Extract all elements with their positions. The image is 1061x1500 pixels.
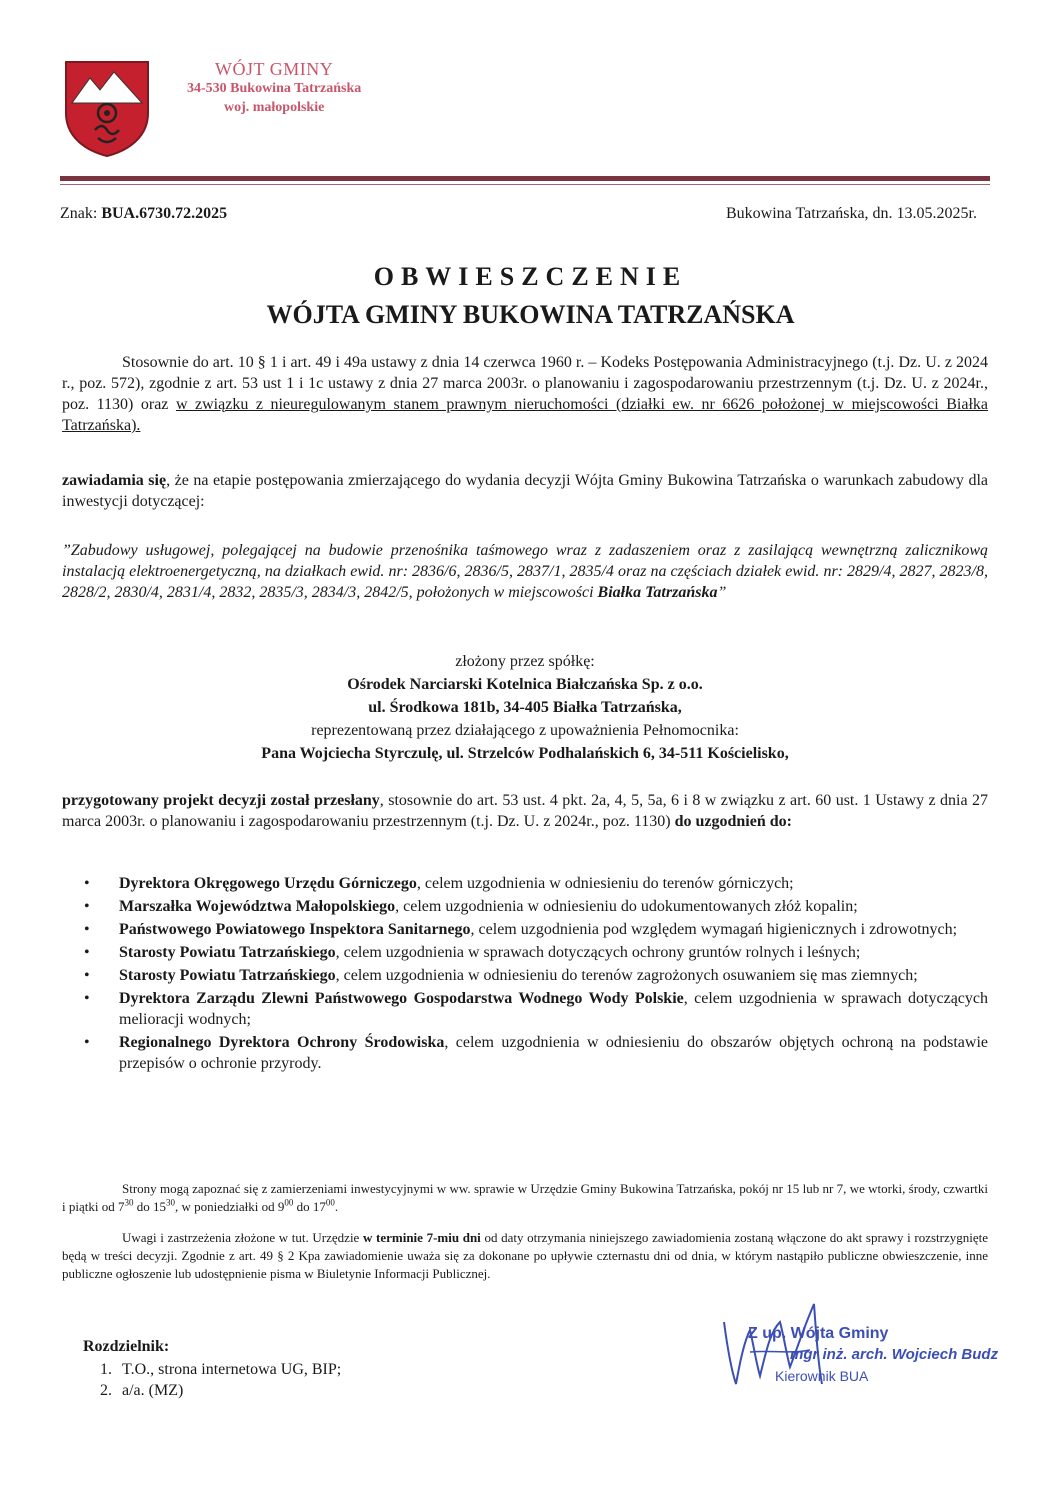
- time-minutes: 30: [165, 1197, 175, 1208]
- time-minutes: 30: [124, 1197, 134, 1208]
- document-subtitle: WÓJTA GMINY BUKOWINA TATRZAŃSKA: [266, 300, 795, 329]
- remarks-rest: od daty otrzymania niniejszego zawiadomienia zostaną włączone do akt sprawy i rozstrzygnięte będą w treści decyzji. Zgodnie z art. 49 § 2 Kpa zawiadomienie uważa się za dokonane po upływie czternastu dni od dnia, w którym nastąpiło publiczne obwieszczenie, inne publiczne ogłoszenie lub udostępnienie pisma w Biuletynie Informacji Publicznej.: [62, 1230, 988, 1281]
- list-item: [100, 1359, 341, 1380]
- recipient-name: Dyrektora Zarządu Zlewni Państwowego Gospodarstwa Wodnego Wody Polskie: [119, 990, 684, 1007]
- list-item: [62, 942, 988, 963]
- item-number: 1.: [100, 1361, 112, 1378]
- list-item: [62, 873, 988, 894]
- header-divider: [60, 176, 990, 181]
- distribution-title: Rozdzielnik:: [83, 1338, 170, 1355]
- notice-bold: zawiadamia się: [62, 472, 167, 489]
- inspection-note: [62, 1180, 988, 1216]
- recipient-list: [62, 873, 988, 1076]
- remarks-deadline: w terminie 7-miu dni: [362, 1230, 481, 1245]
- remarks-text: Uwagi i zastrzeżenia złożone w tut. Urzędzie: [122, 1230, 363, 1245]
- stamp-line-office: WÓJT GMINY: [215, 59, 334, 79]
- time-separator: do: [133, 1199, 153, 1214]
- recipient-purpose: , celem uzgodnienia w odniesieniu do udokumentowanych złóż kopalin;: [395, 898, 858, 915]
- reference-label: Znak:: [60, 205, 102, 222]
- time-hour: 9: [277, 1199, 285, 1214]
- intro-text: Stosownie do art. 10 § 1 i art. 49 i 49a ustawy z dnia 14 czerwca 1960 r. – Kodeks Postępowania Administracyjnego (t.j. Dz. U. z 2024 r., poz. 572), zgodnie z art. 53 ust 1 i 1c ustawy z dnia 27 marca 2003r. o planowaniu i zagospodarowaniu przestrzennym (t.j. Dz. U. z 2024r., poz. 1130) oraz: [62, 354, 988, 413]
- signature-name: mgr inż. arch. Wojciech Budz: [790, 1346, 999, 1363]
- bullet-icon: •: [84, 898, 90, 915]
- bullet-icon: •: [84, 967, 90, 984]
- signature-position: Kierownik BUA: [775, 1368, 869, 1384]
- distribution-list: [100, 1359, 341, 1401]
- intro-underlined-text: w związku z nieuregulowanym stanem prawnym nieruchomości (działki ew. nr 6626 położonej w miejscowości Białka Tatrzańska).: [62, 396, 988, 434]
- item-text: T.O., strona internetowa UG, BIP;: [122, 1361, 342, 1378]
- time-hour: 15: [152, 1199, 166, 1214]
- item-text: a/a. (MZ): [122, 1382, 184, 1399]
- investment-place: Białka Tatrzańska: [597, 584, 718, 601]
- recipient-name: Dyrektora Okręgowego Urzędu Górniczego: [119, 875, 417, 892]
- time-separator: , w poniedziałki od: [174, 1199, 278, 1214]
- inspection-note-text: Strony mogą zapoznać się z zamierzeniami inwestycyjnymi w ww. sprawie w Urzędzie Gminy Bukowina Tatrzańska, pokój nr 15 lub nr 7, we wtorki, środy, czwartki i piątki od: [62, 1181, 988, 1214]
- document-date: Bukowina Tatrzańska, dn. 13.05.2025r.: [726, 205, 977, 222]
- applicant-block: [62, 650, 988, 765]
- time-separator: do: [293, 1199, 313, 1214]
- recipient-name: Starosty Powiatu Tatrzańskiego: [119, 944, 336, 961]
- recipient-name: Regionalnego Dyrektora Ochrony Środowiska: [119, 1034, 445, 1051]
- applicant-representation: reprezentowaną przez działającego z upoważnienia Pełnomocnika:: [311, 722, 739, 739]
- stamp-line-address: 34-530 Bukowina Tatrzańska: [187, 81, 362, 96]
- recipient-purpose: , celem uzgodnienia w odniesieniu do obszarów objętych ochroną na podstawie przepisów o ochronie przyrody.: [119, 1034, 988, 1072]
- intro-paragraph: [62, 352, 988, 436]
- coat-of-arms-emblem: [62, 58, 152, 158]
- list-item: [62, 919, 988, 940]
- time-minutes: 00: [325, 1197, 335, 1208]
- signature-authority: Z up. Wójta Gminy: [748, 1325, 889, 1342]
- bullet-icon: •: [84, 921, 90, 938]
- reference-value: BUA.6730.72.2025: [101, 205, 228, 222]
- list-item: [100, 1380, 341, 1401]
- recipient-purpose: , celem uzgodnienia w odniesieniu do terenów górniczych;: [416, 875, 794, 892]
- bullet-icon: •: [84, 875, 90, 892]
- notice-text: , że na etapie postępowania zmierzającego do wydania decyzji Wójta Gminy Bukowina Tatrzańska o warunkach zabudowy dla inwestycji dotyczącej:: [62, 472, 988, 510]
- investment-text: ”Zabudowy usługowej, polegającej na budowie przenośnika taśmowego wraz z zadaszeniem oraz z zasilającą wewnętrzną zalicznikową instalacją elektroenergetyczną, na działkach ewid. nr: 2836/6, 2836/5, 2837/1, 2835/4 oraz na częściach działek ewid. nr: 2829/4, 2827, 2823/8, 2828/2, 2830/4, 2831/4, 2832, 2835/3, 2834/3, 2842/5, położonych w miejscowości: [62, 542, 988, 601]
- item-number: 2.: [100, 1382, 112, 1399]
- recipient-purpose: , celem uzgodnienia w sprawach dotyczących melioracji wodnych;: [119, 990, 989, 1028]
- bullet-icon: •: [84, 944, 90, 961]
- time-end: .: [334, 1199, 339, 1214]
- recipient-purpose: , celem uzgodnienia pod względem wymagań higienicznych i zdrowotnych;: [470, 921, 958, 938]
- list-item: [62, 1032, 988, 1074]
- stamp-line-voivodeship: woj. małopolskie: [223, 100, 325, 115]
- office-stamp: [187, 60, 361, 117]
- list-item: [62, 896, 988, 917]
- time-hour: 17: [312, 1199, 326, 1214]
- time-minutes: 00: [284, 1197, 294, 1208]
- recipient-purpose: , celem uzgodnienia w odniesieniu do terenów zagrożonych osuwaniem się mas ziemnych;: [335, 967, 918, 984]
- project-bold-end: do uzgodnień do:: [674, 813, 792, 830]
- document-title: OBWIESZCZENIE: [373, 262, 688, 291]
- recipient-name: Marszałka Województwa Małopolskiego: [119, 898, 396, 915]
- header-divider-thin: [60, 184, 990, 185]
- list-item: [62, 988, 988, 1030]
- applicant-intro: złożony przez spółkę:: [455, 653, 595, 670]
- applicant-proxy: Pana Wojciecha Styrczulę, ul. Strzelców Podhalańskich 6, 34-511 Kościelisko,: [261, 745, 789, 762]
- applicant-address: ul. Środkowa 181b, 34-405 Białka Tatrzańska,: [368, 699, 682, 716]
- investment-description: [62, 540, 988, 603]
- notice-paragraph: [62, 470, 988, 512]
- remarks-note: [62, 1229, 988, 1283]
- project-text: , stosownie do art. 53 ust. 4 pkt. 2a, 4, 5, 5a, 6 i 8 w związku z art. 60 ust. 1 Ustawy z dnia 27 marca 2003r. o planowaniu i zagospodarowaniu przestrzennym (t.j. Dz. U. z 2024r., poz. 1130): [62, 792, 988, 830]
- project-bold: przygotowany projekt decyzji został przesłany: [62, 792, 380, 809]
- recipient-purpose: , celem uzgodnienia w sprawach dotyczących ochrony gruntów rolnych i leśnych;: [335, 944, 861, 961]
- recipient-name: Państwowego Powiatowego Inspektora Sanitarnego: [119, 921, 471, 938]
- time-hour: 7: [117, 1199, 125, 1214]
- investment-end-quote: ”: [717, 584, 727, 601]
- applicant-name: Ośrodek Narciarski Kotelnica Białczańska Sp. z o.o.: [347, 676, 703, 693]
- reference-number: [60, 205, 227, 223]
- bullet-icon: •: [84, 1034, 90, 1051]
- project-paragraph: [62, 790, 988, 832]
- recipient-name: Starosty Powiatu Tatrzańskiego: [119, 967, 336, 984]
- bullet-icon: •: [84, 990, 90, 1007]
- list-item: [62, 965, 988, 986]
